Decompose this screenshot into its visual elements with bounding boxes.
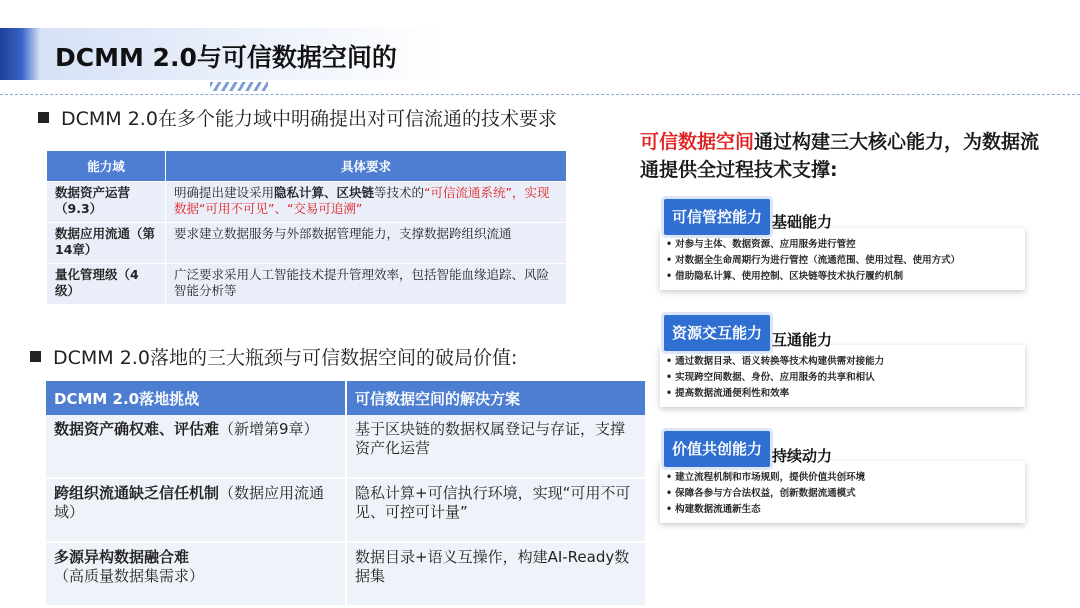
table-row: [47, 223, 567, 264]
challenges-table: [46, 381, 647, 607]
challenge-title: 跨组织流通缺乏信任机制: [54, 484, 220, 502]
table-header-domain: 能力域: [47, 151, 166, 182]
decorative-stripes: [210, 82, 268, 91]
challenge-title: 多源异构数据融合难: [54, 548, 190, 566]
challenge-title: 数据资产确权难、评估难: [54, 420, 220, 438]
table-header-requirement: 具体要求: [166, 151, 567, 182]
requirement-cell: 要求建立数据服务与外部数据管理能力，支撑数据跨组织流通: [166, 223, 567, 264]
capability-box-interaction: [660, 345, 1025, 407]
list-item: • 实现跨空间数据、身份、应用服务的共享和相认: [666, 370, 1019, 386]
heading-highlight: 可信数据空间: [640, 131, 755, 153]
list-item: • 构建数据流通新生态: [666, 502, 1019, 518]
page-title: DCMM 2.0与可信数据空间的: [55, 43, 397, 72]
challenge-note: （数据应用流通域）: [54, 484, 325, 521]
section1-bullet-text: DCMM 2.0在多个能力域中明确提出对可信流通的技术要求: [61, 108, 557, 130]
requirement-cell: 广泛要求采用人工智能技术提升管理效率，包括智能血缘追踪、风险智能分析等: [166, 264, 567, 305]
domain-cell: 数据资产运营（9.3）: [47, 182, 166, 223]
challenge-cell: [46, 478, 346, 542]
capability-label-control: 可信管控能力: [664, 199, 770, 235]
capability-tag-value: 持续动力: [772, 447, 833, 465]
list-item: • 借助隐私计算、使用控制、区块链等技术执行履约机制: [666, 269, 1019, 285]
solution-cell: 数据目录+语义互操作，构建AI-Ready数据集: [346, 542, 646, 606]
req-red-text: “可信流通系统”，实现数据“可用不可见”、“交易可追溯”: [174, 185, 550, 216]
list-item: • 提高数据流通便利性和效率: [666, 386, 1019, 402]
challenge-cell: [46, 415, 346, 478]
list-item: • 对参与主体、数据资源、应用服务进行管控: [666, 237, 1019, 253]
section2-bullet: [30, 343, 517, 370]
table-row: [46, 478, 646, 542]
list-item: • 建立流程机制和市场规则，提供价值共创环境: [666, 470, 1019, 486]
requirements-table: [46, 150, 567, 305]
table-row: [46, 542, 646, 606]
square-bullet-icon: [38, 112, 49, 123]
section2-bullet-text: DCMM 2.0落地的三大瓶颈与可信数据空间的破局价值:: [53, 347, 518, 369]
capability-tag-control: 基础能力: [772, 213, 833, 231]
table-header-solution: 可信数据空间的解决方案: [346, 381, 646, 415]
list-item: • 通过数据目录、语义转换等技术构建供需对接能力: [666, 354, 1019, 370]
capability-label-value: 价值共创能力: [664, 431, 770, 467]
capability-box-control: [660, 228, 1025, 290]
table-row: [46, 415, 646, 478]
challenge-note: （高质量数据集需求）: [54, 567, 205, 585]
capabilities-heading: [640, 128, 1040, 184]
solution-cell: 基于区块链的数据权属登记与存证，支撑资产化运营: [346, 415, 646, 478]
capability-box-value: [660, 461, 1025, 523]
capability-label-interaction: 资源交互能力: [664, 315, 770, 351]
req-bold-text: 隐私计算、区块链: [274, 185, 375, 200]
domain-cell: 数据应用流通（第14章）: [47, 223, 166, 264]
heading-text: 通过构建三大核心能力，为数据流通提供全过程技术支撑:: [640, 131, 1040, 181]
domain-cell: 量化管理级（4级）: [47, 264, 166, 305]
section1-bullet: [38, 104, 557, 131]
table-header-challenge: DCMM 2.0落地挑战: [46, 381, 346, 415]
solution-cell: 隐私计算+可信执行环境，实现“可用不可见、可控可计量”: [346, 478, 646, 542]
requirement-cell: [166, 182, 567, 223]
challenge-cell: [46, 542, 346, 606]
challenge-note: （新增第9章）: [219, 420, 319, 438]
table-row: [47, 264, 567, 305]
req-text: 等技术的: [374, 185, 425, 200]
square-bullet-icon: [30, 351, 41, 362]
header-divider: [0, 94, 1080, 95]
list-item: • 对数据全生命周期行为进行管控（流通范围、使用过程、使用方式）: [666, 253, 1019, 269]
list-item: • 保障各参与方合法权益，创新数据流通模式: [666, 486, 1019, 502]
table-row: [47, 182, 567, 223]
req-text: 明确提出建设采用: [174, 185, 275, 200]
capability-tag-interaction: 互通能力: [772, 331, 833, 349]
